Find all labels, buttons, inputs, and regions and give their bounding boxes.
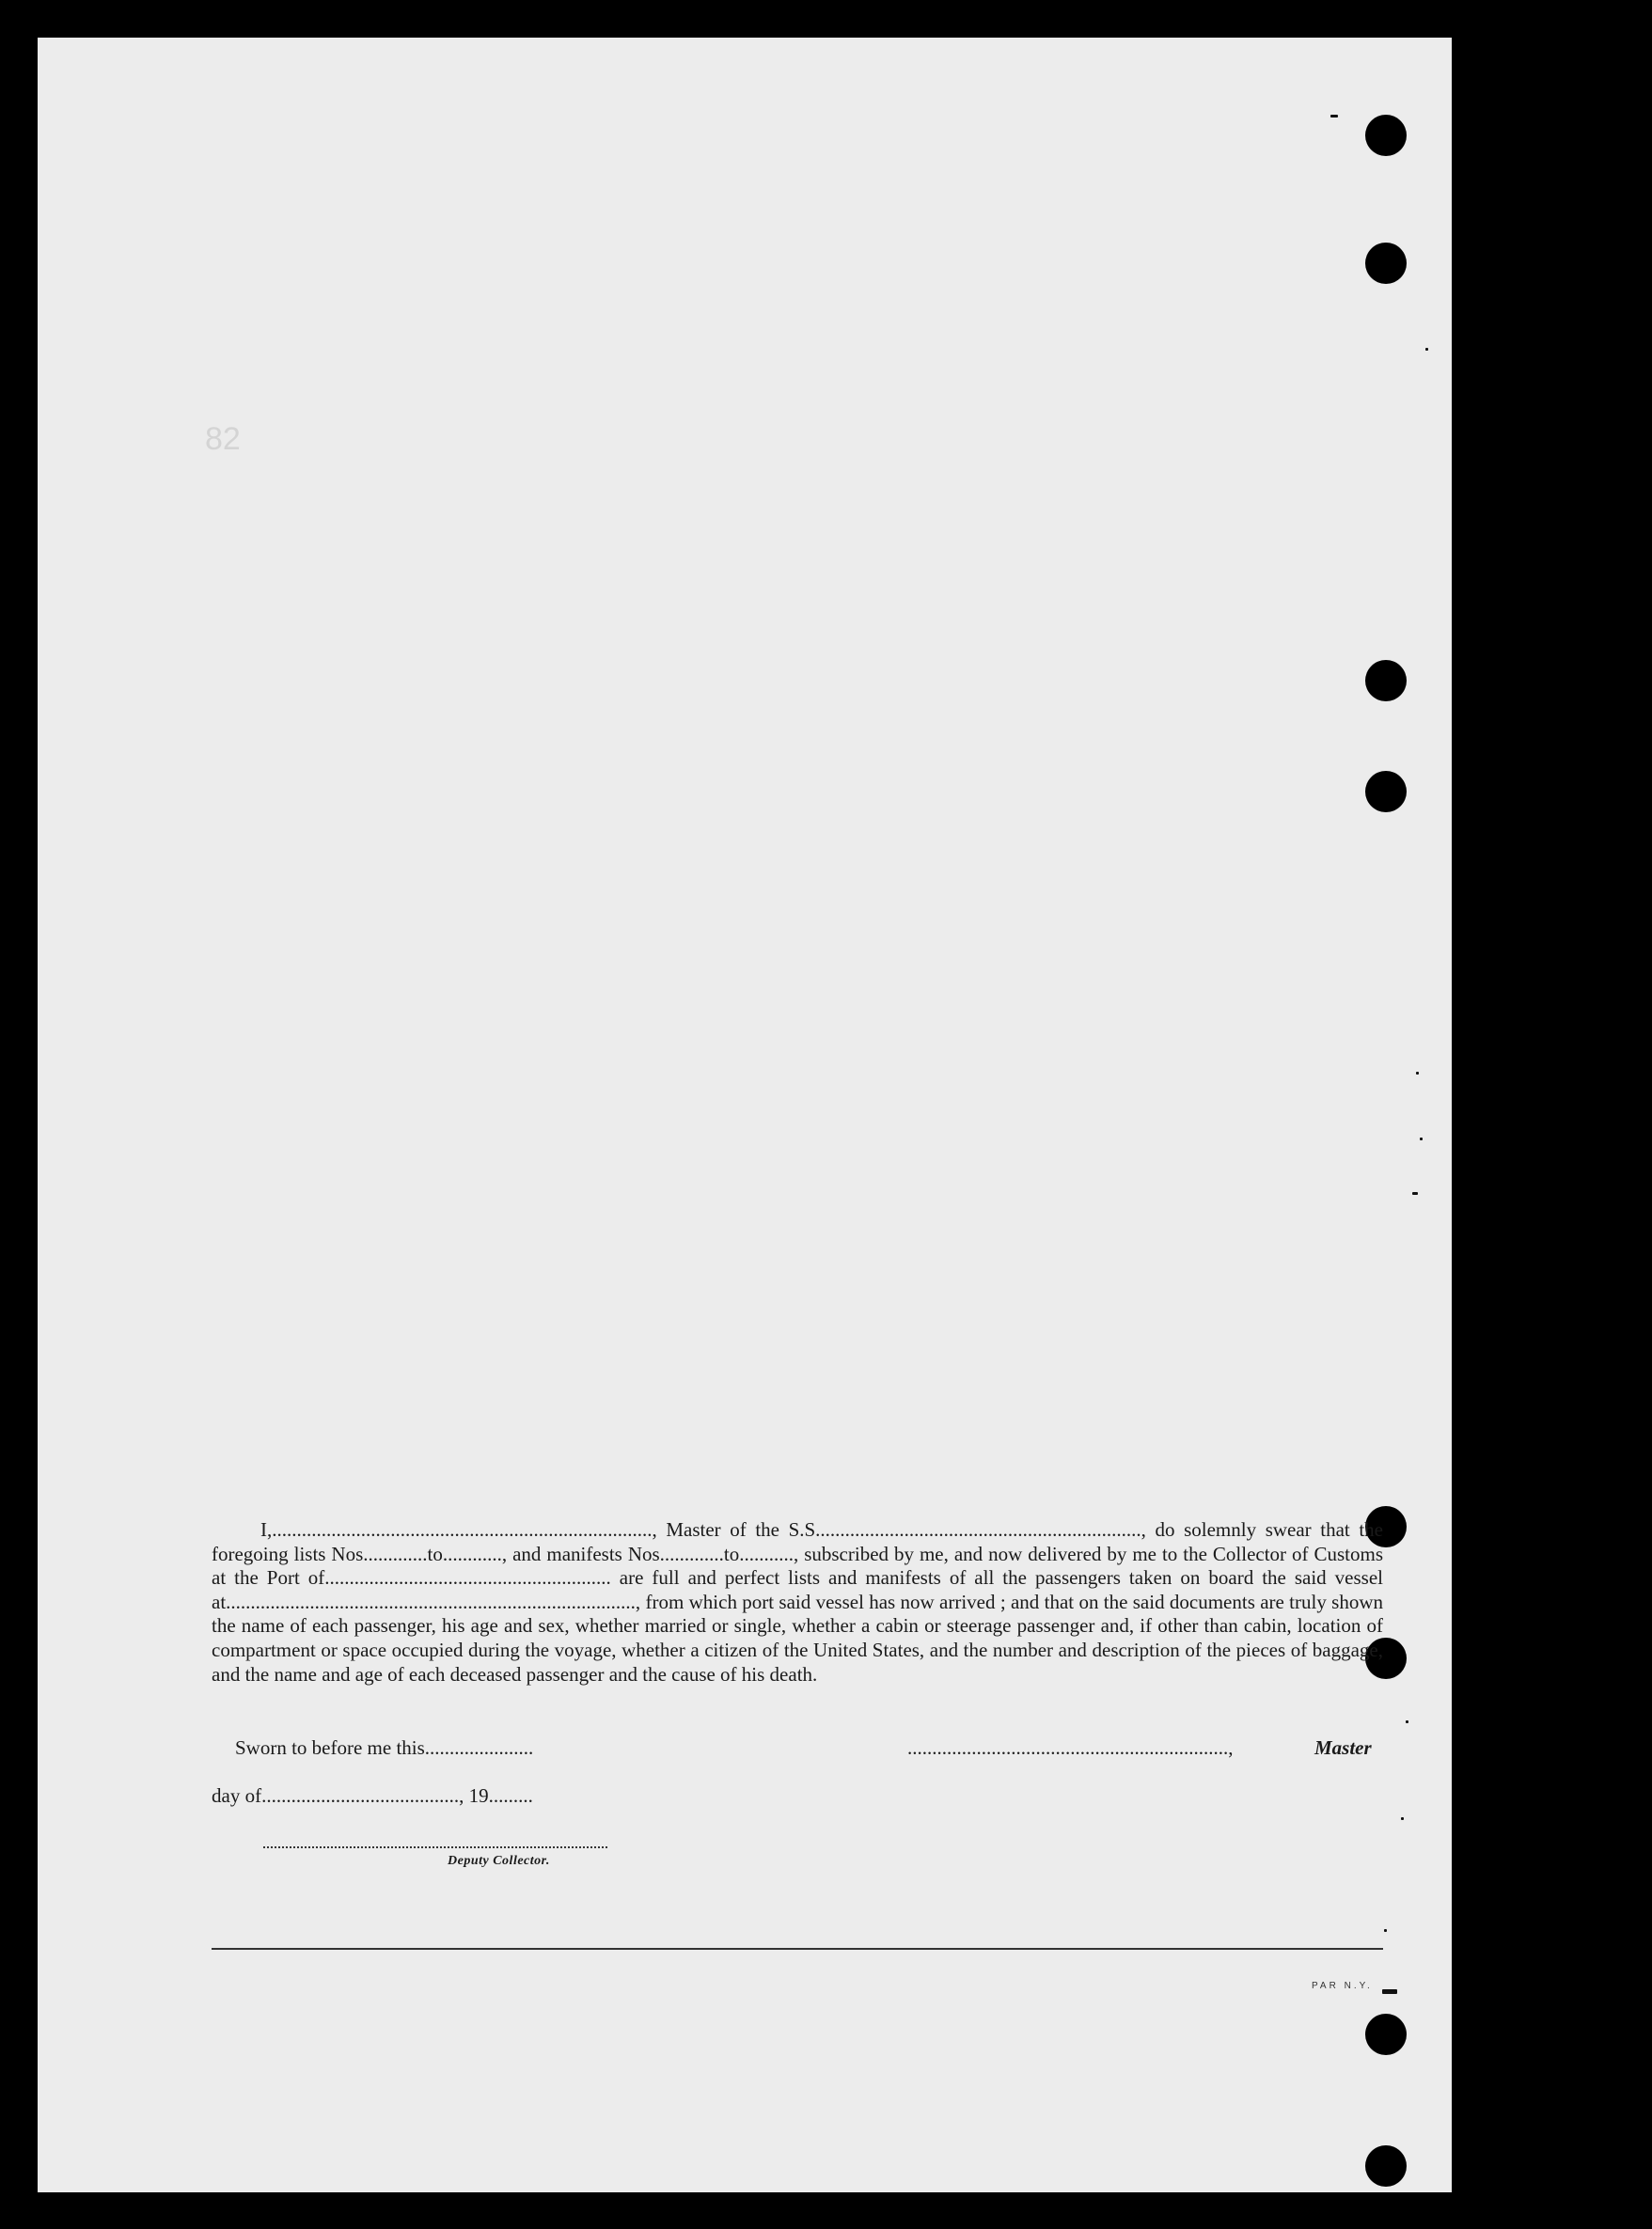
printer-mark: PAR N.Y. <box>1312 1981 1373 1991</box>
bottom-rule <box>212 1948 1383 1950</box>
speck <box>1382 1989 1397 1994</box>
punch-hole <box>1365 2014 1407 2055</box>
document-page <box>38 38 1452 2192</box>
deputy-signature-line <box>263 1846 607 1848</box>
deputy-collector-label: Deputy Collector. <box>448 1854 550 1868</box>
faint-page-number: 82 <box>205 421 241 457</box>
speck <box>1384 1929 1387 1932</box>
speck <box>1420 1138 1423 1140</box>
speck <box>1406 1720 1408 1723</box>
speck <box>1412 1192 1418 1195</box>
punch-hole <box>1365 771 1407 812</box>
day-line: day of........................................, 19......... <box>212 1784 533 1807</box>
speck <box>1425 348 1428 351</box>
sworn-line: Sworn to before me this...................... <box>235 1736 534 1759</box>
master-signature-dots: ................................................................., <box>907 1736 1234 1759</box>
punch-hole <box>1365 660 1407 701</box>
punch-hole <box>1365 243 1407 284</box>
oath-text: I,............................................................................., Master of the S.S.................................................................., do solemnly swear that the foregoing lists Nos.............to............, and manifests Nos.............to..........., subscribed by me, and now delivered by me to the Collector of Customs at the Port of.......................................................... are full and perfect lists and manifests of all the passengers taken on board the said vessel at..................................................................................., from which port said vessel has now arrived ; and that on the said documents are truly shown the name of each passenger, his age and sex, whether married or single, whether a cabin or steerage passenger and, if other than cabin, location of compartment or space occupied during the voyage, whether a citizen of the United States, and the number and description of the pieces of baggage, and the name and age of each deceased passenger and the cause of his death. <box>212 1518 1383 1686</box>
oath-paragraph <box>212 1518 1383 1687</box>
speck <box>1416 1072 1419 1075</box>
punch-hole <box>1365 115 1407 156</box>
speck <box>1401 1817 1404 1820</box>
punch-hole <box>1365 2145 1407 2187</box>
master-signature-label: Master <box>1314 1736 1372 1759</box>
speck <box>1330 115 1338 118</box>
